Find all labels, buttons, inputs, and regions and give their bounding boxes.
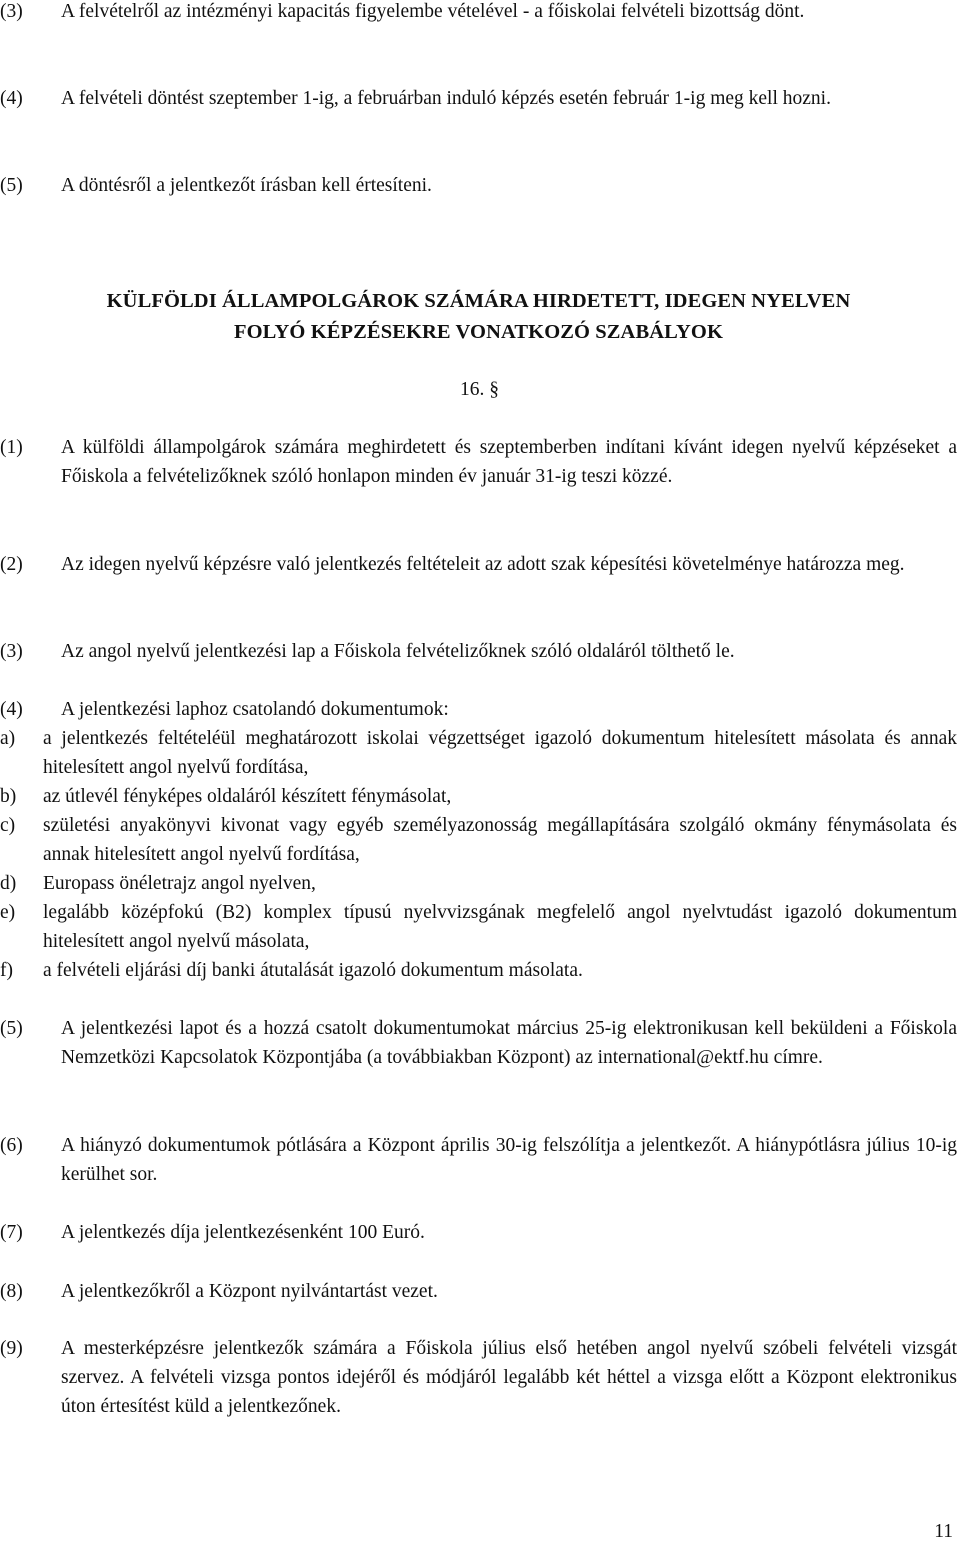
paragraph-number: (1): [0, 437, 23, 458]
list-item-letter: a): [0, 728, 16, 749]
paragraph-9: [0, 1334, 957, 1421]
paragraph-text: A felvételről az intézményi kapacitás figyelembe vételével - a főiskolai felvételi bizottság dönt.: [61, 1, 805, 22]
paragraph-intro: A jelentkezési laphoz csatolandó dokumentumok:: [61, 699, 449, 720]
list-item-letter: e): [0, 902, 16, 923]
paragraph-number: (4): [0, 699, 23, 720]
list-item-text: Europass önéletrajz angol nyelven,: [43, 873, 316, 894]
paragraph-text: A döntésről a jelentkezőt írásban kell értesíteni.: [61, 175, 432, 196]
paragraph-text: Az angol nyelvű jelentkezési lap a Főiskola felvételizőknek szóló oldaláról tölthető le.: [61, 641, 735, 662]
list-item: [0, 811, 957, 869]
paragraph-number: (3): [0, 1, 23, 22]
paragraph-number: (8): [0, 1281, 23, 1302]
paragraph-8: [0, 1277, 957, 1306]
list-item-text: születési anyakönyvi kivonat vagy egyéb személyazonosság megállapítására szolgáló okmány fénymásolata és annak hitelesített angol nyelvű fordítása,: [43, 815, 957, 865]
paragraph-number: (5): [0, 1018, 23, 1039]
list-item-letter: b): [0, 786, 17, 807]
paragraph-text: A jelentkezőkről a Központ nyilvántartást vezet.: [61, 1281, 438, 1302]
paragraph-text: A jelentkezés díja jelentkezésenként 100 Euró.: [61, 1222, 425, 1243]
paragraph-5: [0, 1014, 957, 1072]
list-item: [0, 724, 957, 782]
paragraph-text: A külföldi állampolgárok számára meghirdetett és szeptemberben indítani kívánt idegen nyelvű képzéseket a Főiskola a felvételizőknek szóló honlapon minden év január 31-ig teszi közzé.: [61, 437, 957, 487]
paragraph-3: [0, 637, 957, 666]
list-item: [0, 898, 957, 956]
list-item-text: legalább középfokú (B2) komplex típusú nyelvvizsgának megfelelő angol nyelvtudást igazoló dokumentum hitelesített angol nyelvű másolata,: [43, 902, 957, 952]
list-item: [0, 782, 957, 811]
paragraph-6: [0, 1131, 957, 1189]
paragraph-text: A jelentkezési lapot és a hozzá csatolt dokumentumokat március 25-ig elektronikusan kell beküldeni a Főiskola Nemzetközi Kapcsolatok Központjába (a továbbiakban Központ) az international@ektf.hu címre.: [61, 1018, 957, 1068]
document-list: [0, 724, 957, 985]
paragraph-number: (5): [0, 175, 23, 196]
list-item-letter: d): [0, 873, 17, 894]
list-item-text: a felvételi eljárási díj banki átutalását igazoló dokumentum másolata.: [43, 960, 583, 981]
paragraph-text: A felvételi döntést szeptember 1-ig, a februárban induló képzés esetén február 1-ig meg kell hozni.: [61, 88, 831, 109]
list-item-text: a jelentkezés feltételéül meghatározott iskolai végzettséget igazoló dokumentum hitelesített másolata és annak hitelesített angol nyelvű fordítása,: [43, 728, 957, 778]
paragraph-number: (2): [0, 554, 23, 575]
paragraph-7: [0, 1218, 957, 1247]
paragraph-number: (3): [0, 641, 23, 662]
paragraph-1: [0, 433, 957, 491]
list-item-letter: c): [0, 815, 16, 836]
list-item: [0, 869, 957, 898]
paragraph-number: (4): [0, 88, 23, 109]
paragraph-number: (9): [0, 1338, 23, 1359]
page-number: 11: [934, 1521, 953, 1542]
section-heading-line-2: FOLYÓ KÉPZÉSEKRE VONATKOZÓ SZABÁLYOK: [233, 321, 724, 343]
paragraph-top-5: [0, 171, 957, 200]
paragraph-text: A hiányzó dokumentumok pótlására a Központ április 30-ig felszólítja a jelentkezőt. A hiánypótlásra július 10-ig kerülhet sor.: [61, 1135, 957, 1185]
paragraph-2: [0, 550, 957, 579]
list-item: [0, 956, 957, 985]
paragraph-number: (6): [0, 1135, 23, 1156]
list-item-letter: f): [0, 960, 13, 981]
paragraph-4: [0, 695, 957, 985]
section-number: 16. §: [460, 379, 499, 400]
section-heading-line-1: KÜLFÖLDI ÁLLAMPOLGÁROK SZÁMÁRA HIRDETETT, IDEGEN NYELVEN: [106, 290, 851, 312]
list-item-text: az útlevél fényképes oldaláról készített fénymásolat,: [43, 786, 452, 807]
paragraph-top-3: [0, 0, 957, 26]
paragraph-text: A mesterképzésre jelentkezők számára a Főiskola július első hetében angol nyelvű szóbeli felvételi vizsgát szervez. A felvételi vizsga pontos idejéről és módjáról legalább két héttel a vizsga előtt a Központ elektronikus úton értesítést küld a jelentkezőnek.: [61, 1338, 957, 1417]
paragraph-number: (7): [0, 1222, 23, 1243]
paragraph-text: Az idegen nyelvű képzésre való jelentkezés feltételeit az adott szak képesítési követelménye határozza meg.: [61, 554, 905, 575]
paragraph-top-4: [0, 84, 957, 113]
